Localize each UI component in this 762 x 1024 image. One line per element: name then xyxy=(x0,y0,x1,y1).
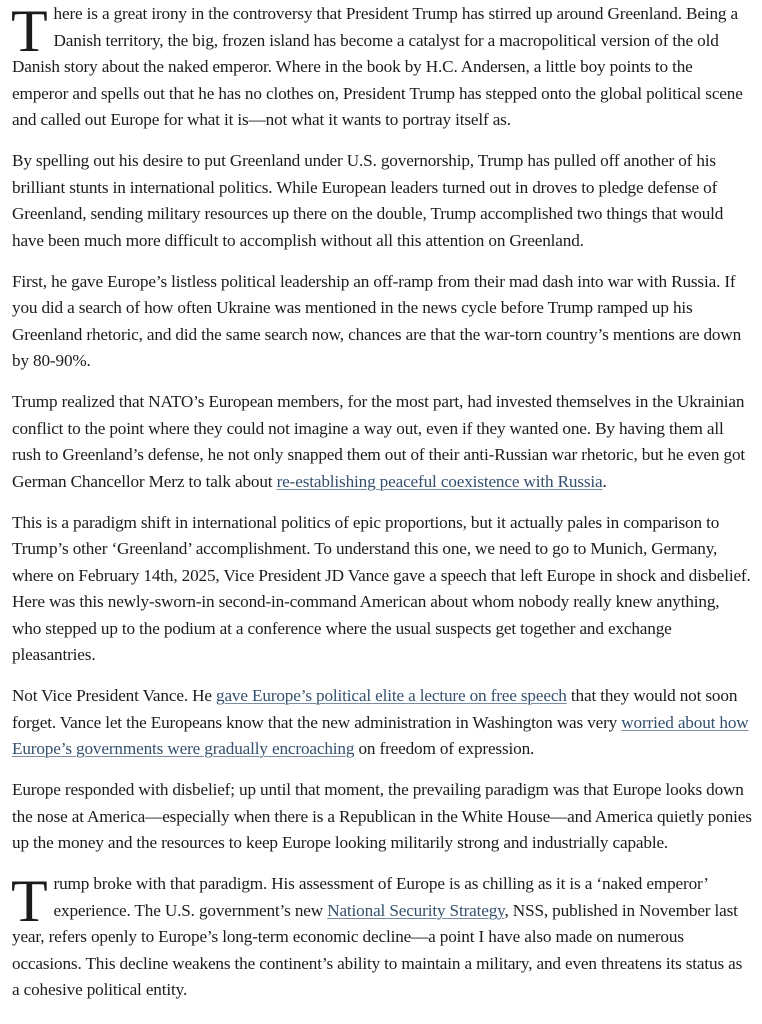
paragraph-europe-responded xyxy=(12,777,752,857)
paragraph-greenland-stunt xyxy=(12,148,752,254)
drop-cap: T xyxy=(11,868,48,934)
paragraph-nato xyxy=(12,389,752,495)
paragraph-intro xyxy=(12,1,752,134)
paragraph-text: Trump realized that NATO’s European members, for the most part, had invested themselves in the Ukrainian conflict to the point where they could not imagine a way out, even if they wanted one. By having them all rush to Greenland’s defense, he not only snapped them out of their anti-Russian war rhetoric, but he even got German Chancellor Merz to talk about xyxy=(12,392,746,491)
link-free-speech-lecture[interactable]: gave Europe’s political elite a lecture on free speech xyxy=(216,686,567,705)
paragraph-text: on freedom of expression. xyxy=(354,739,535,758)
paragraph-text: First, he gave Europe’s listless political leadership an off-ramp from their mad dash into war with Russia. If you did a search of how often Ukraine was mentioned in the news cycle before Trump ramped up his Greenland rhetoric, and did the same search now, chances are that the war-torn country’s mentions are down by 80-90%. xyxy=(12,271,742,370)
paragraph-text: , NSS, published in November last year, refers openly to Europe’s long-term economic decline—a point I have also made on numerous occasions. This decline weakens the continent’s ability to maintain a military, and even threatens its status as a cohesive political entity. xyxy=(12,900,743,999)
paragraph-text: rump broke with that paradigm. His assessment of Europe is as chilling as it is a ‘naked emperor’ experience. The U.S. government’s new xyxy=(53,874,708,920)
paragraph-off-ramp xyxy=(12,269,752,375)
paragraph-text: This is a paradigm shift in international politics of epic proportions, but it actually pales in comparison to Trump’s other ‘Greenland’ accomplishment. To understand this one, we need to go to Munich, Germany, where on February 14th, 2025, Vice President JD Vance gave a speech that left Europe in shock and disbelief. Here was this newly-sworn-in second-in-command American about whom nobody really knew anything, who stepped up to the podium at a conference where the usual suspects get together and exchange pleasantries. xyxy=(12,512,751,664)
paragraph-nss xyxy=(11,868,752,1004)
link-national-security-strategy[interactable]: National Security Strategy xyxy=(327,900,505,920)
paragraph-vance xyxy=(12,683,752,763)
paragraph-text: that they would not soon forget. Vance let the Europeans know that the new administration in Washington was very xyxy=(12,686,738,732)
paragraph-text: By spelling out his desire to put Greenland under U.S. governorship, Trump has pulled off another of his brilliant stunts in international politics. While European leaders turned out in droves to pledge defense of Greenland, sending military resources up there on the double, Trump accomplished two things that would have been much more difficult to accomplish without all this attention on Greenland. xyxy=(12,151,724,250)
paragraph-text: here is a great irony in the controversy that President Trump has stirred up around Greenland. Being a Danish territory, the big, frozen island has become a catalyst for a macropolitical version of the old Danish story about the naked emperor. Where in the book by H.C. Andersen, a little boy points to the emperor and spells out that he has no clothes on, President Trump has stepped onto the global political scene and called out Europe for what it is—not what it wants to portray itself as. xyxy=(12,4,743,129)
link-peaceful-coexistence[interactable]: re-establishing peaceful coexistence with Russia xyxy=(276,471,603,491)
paragraph-paradigm-shift xyxy=(12,510,752,669)
paragraph-text: Not Vice President Vance. He xyxy=(12,686,216,705)
drop-cap: T xyxy=(11,0,48,64)
link-encroaching-governments[interactable]: worried about how Europe’s governments were gradually encroaching xyxy=(12,712,749,758)
paragraph-text: Europe responded with disbelief; up until that moment, the prevailing paradigm was that Europe looks down the nose at America—especially when there is a Republican in the White House—and America quietly ponies up the money and the resources to keep Europe looking militarily strong and industrially capable. xyxy=(12,780,752,852)
paragraph-text: . xyxy=(602,471,607,491)
